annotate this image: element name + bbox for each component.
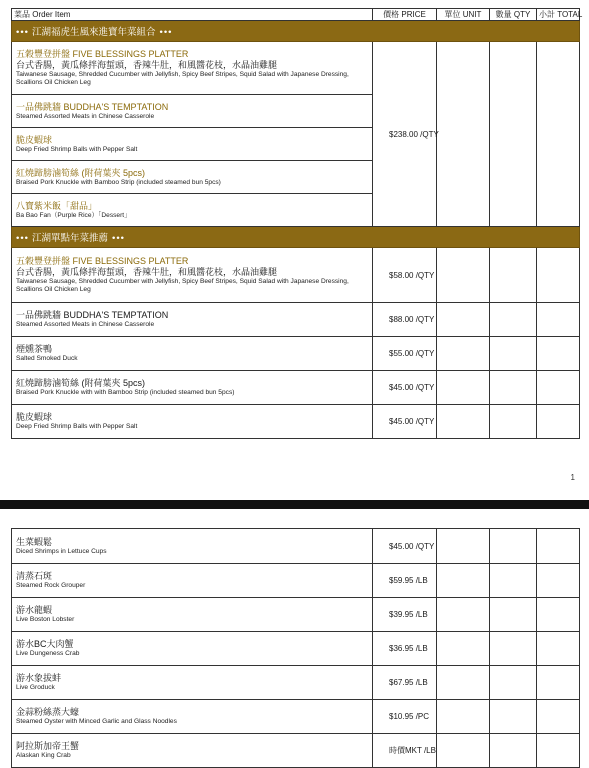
total-cell <box>537 666 580 700</box>
item-description: Steamed Oyster with Minced Garlic and Glass Noodles <box>16 718 177 725</box>
qty-cell[interactable] <box>490 666 537 700</box>
item-name: 游水象拔蚌 <box>16 673 62 683</box>
item-description: Salted Smoked Duck <box>16 355 78 362</box>
item-name: 紅燒蹄膀滷筍絲 (附荷葉夾 5pcs) <box>16 167 146 178</box>
item-description: Steamed Assorted Meats in Chinese Casserole <box>16 112 155 120</box>
unit-cell <box>437 632 490 666</box>
set-item-cell <box>12 95 373 128</box>
qty-cell[interactable] <box>490 529 537 564</box>
item-subname: 台式香腸，黃瓜條拌海蜇頭，香辣牛肚，和風醬花枝，水晶油雞腿 <box>16 267 278 277</box>
header-qty: 數量 QTY <box>490 9 537 21</box>
item-description: Ba Bao Fan（Purple Rice）「Dessert」 <box>16 211 131 219</box>
total-cell <box>537 564 580 598</box>
item-name: 一品佛跳牆 BUDDHA'S TEMPTATION <box>16 310 169 320</box>
item-description: Alaskan King Crab <box>16 752 71 759</box>
menu-item-row <box>12 598 580 632</box>
set-item-cell <box>12 161 373 194</box>
item-name: 阿拉斯加帝王蟹 <box>16 741 80 751</box>
item-price: $45.00 /QTY <box>373 529 437 564</box>
item-name: 脆皮蝦球 <box>16 412 53 422</box>
menu-page-2 <box>0 509 589 768</box>
section-set-menu <box>12 21 580 42</box>
item-subname: 台式香腸，黃瓜條拌海蜇頭，香辣牛肚，和風醬花枝，水晶油雞腿 <box>16 60 278 70</box>
item-price: $36.95 /LB <box>373 632 437 666</box>
total-cell <box>537 529 580 564</box>
qty-cell[interactable] <box>490 734 537 768</box>
item-name: 紅燒蹄膀滷筍絲 (附荷葉夾 5pcs) <box>16 378 146 388</box>
menu-item-cell <box>12 529 373 564</box>
item-name: 金蒜粉絲蒸大蠔 <box>16 707 80 717</box>
menu-item-cell <box>12 303 373 337</box>
item-price: $59.95 /LB <box>373 564 437 598</box>
item-price: $10.95 /PC <box>373 700 437 734</box>
item-description: Braised Pork Knuckle with with Bamboo Strip (included steamed bun 5pcs) <box>16 389 235 396</box>
set-item-cell <box>12 128 373 161</box>
qty-cell[interactable] <box>490 405 537 439</box>
item-description: Steamed Rock Grouper <box>16 582 86 589</box>
qty-cell[interactable] <box>490 598 537 632</box>
menu-item-row <box>12 564 580 598</box>
item-name: 游水BC大肉蟹 <box>16 639 74 649</box>
total-cell <box>537 371 580 405</box>
unit-cell <box>437 700 490 734</box>
unit-cell <box>437 405 490 439</box>
menu-item-row <box>12 248 580 303</box>
order-table-page-1 <box>11 8 583 439</box>
item-description: Live Dungeness Crab <box>16 650 80 657</box>
item-name: 脆皮蝦球 <box>16 134 53 145</box>
unit-cell <box>437 564 490 598</box>
menu-item-row <box>12 529 580 564</box>
set-price: $238.00 /QTY <box>373 42 437 227</box>
unit-cell <box>437 303 490 337</box>
menu-item-cell <box>12 632 373 666</box>
qty-cell[interactable] <box>490 248 537 303</box>
qty-cell[interactable] <box>490 700 537 734</box>
qty-cell[interactable] <box>490 371 537 405</box>
menu-item-row <box>12 303 580 337</box>
total-cell <box>537 734 580 768</box>
header-unit: 單位 UNIT <box>437 9 490 21</box>
item-description: Diced Shrimps in Lettuce Cups <box>16 547 107 555</box>
unit-cell <box>437 371 490 405</box>
total-cell <box>537 632 580 666</box>
menu-item-row <box>12 632 580 666</box>
menu-item-row <box>12 734 580 768</box>
unit-cell <box>437 666 490 700</box>
set-item-row <box>12 42 580 95</box>
total-cell <box>537 700 580 734</box>
total-cell <box>537 248 580 303</box>
set-item-cell <box>12 194 373 227</box>
menu-item-cell <box>12 405 373 439</box>
unit-cell <box>437 337 490 371</box>
menu-item-cell <box>12 598 373 632</box>
menu-item-row <box>12 666 580 700</box>
menu-item-row <box>12 371 580 405</box>
page-divider <box>0 500 589 509</box>
menu-item-row <box>12 405 580 439</box>
item-price: $55.00 /QTY <box>373 337 437 371</box>
menu-item-row <box>12 337 580 371</box>
item-description: Taiwanese Sausage, Shredded Cucumber with Jellyfish, Spicy Beef Stripes, Squid Salad with Japanese Dressing, Scallions Oil Chicken Leg <box>16 71 349 86</box>
total-cell <box>537 405 580 439</box>
item-price: $88.00 /QTY <box>373 303 437 337</box>
unit-cell <box>437 529 490 564</box>
section-title: ••• 江湖單點年菜推薦 ••• <box>12 227 580 248</box>
header-price: 價格 PRICE <box>373 9 437 21</box>
menu-item-cell <box>12 564 373 598</box>
set-item-cell <box>12 42 373 95</box>
unit-cell <box>437 734 490 768</box>
item-description: Live Groduck <box>16 684 55 691</box>
item-description: Braised Pork Knuckle with Bamboo Strip (included steamed bun 5pcs) <box>16 178 221 186</box>
item-price: $58.00 /QTY <box>373 248 437 303</box>
menu-item-cell <box>12 371 373 405</box>
unit-cell <box>437 248 490 303</box>
section-a-la-carte <box>12 227 580 248</box>
page-number: 1 <box>570 473 575 482</box>
item-name: 清蒸石斑 <box>16 571 53 581</box>
item-description: Live Boston Lobster <box>16 616 75 623</box>
item-price: $39.95 /LB <box>373 598 437 632</box>
order-table-page-2 <box>11 528 580 768</box>
qty-cell[interactable] <box>490 303 537 337</box>
total-cell <box>537 303 580 337</box>
total-cell <box>537 598 580 632</box>
item-name: 一品佛跳牆 BUDDHA'S TEMPTATION <box>16 101 169 112</box>
menu-item-cell <box>12 337 373 371</box>
unit-cell <box>437 42 490 227</box>
item-name: 五穀豐登拼盤 FIVE BLESSINGS PLATTER <box>16 49 189 59</box>
item-description: Steamed Assorted Meats in Chinese Casserole <box>16 321 155 328</box>
section-title: ••• 江湖福虎生風來進寶年菜組合 ••• <box>12 21 580 42</box>
item-name: 游水龍蝦 <box>16 605 53 615</box>
total-cell <box>537 337 580 371</box>
item-name: 五穀豐登拼盤 FIVE BLESSINGS PLATTER <box>16 256 189 266</box>
item-name: 煙燻茶鴨 <box>16 344 53 354</box>
item-name: 八寶紫米飯「甜品」 <box>16 200 98 211</box>
menu-item-cell <box>12 700 373 734</box>
menu-item-cell <box>12 248 373 303</box>
item-description: Taiwanese Sausage, Shredded Cucumber with Jellyfish, Spicy Beef Stripes, Squid Salad with Japanese Dressing, Scallions Oil Chicken Leg <box>16 278 349 293</box>
menu-item-row <box>12 700 580 734</box>
header-total: 小計 TOTAL <box>537 9 580 21</box>
qty-cell[interactable] <box>490 632 537 666</box>
qty-cell[interactable] <box>490 337 537 371</box>
item-price: 時價MKT /LB <box>373 734 437 768</box>
header-item: 菜品 Order Item <box>12 9 373 21</box>
menu-item-cell <box>12 666 373 700</box>
item-description: Deep Fried Shrimp Balls with Pepper Salt <box>16 145 138 153</box>
item-price: $45.00 /QTY <box>373 371 437 405</box>
qty-cell[interactable] <box>490 564 537 598</box>
item-price: $45.00 /QTY <box>373 405 437 439</box>
item-name: 生菜蝦鬆 <box>16 536 53 547</box>
table-header-row <box>12 9 580 21</box>
item-description: Deep Fried Shrimp Balls with Pepper Salt <box>16 423 138 430</box>
menu-item-cell <box>12 734 373 768</box>
total-cell <box>537 42 580 227</box>
item-price: $67.95 /LB <box>373 666 437 700</box>
qty-cell[interactable] <box>490 42 537 227</box>
unit-cell <box>437 598 490 632</box>
